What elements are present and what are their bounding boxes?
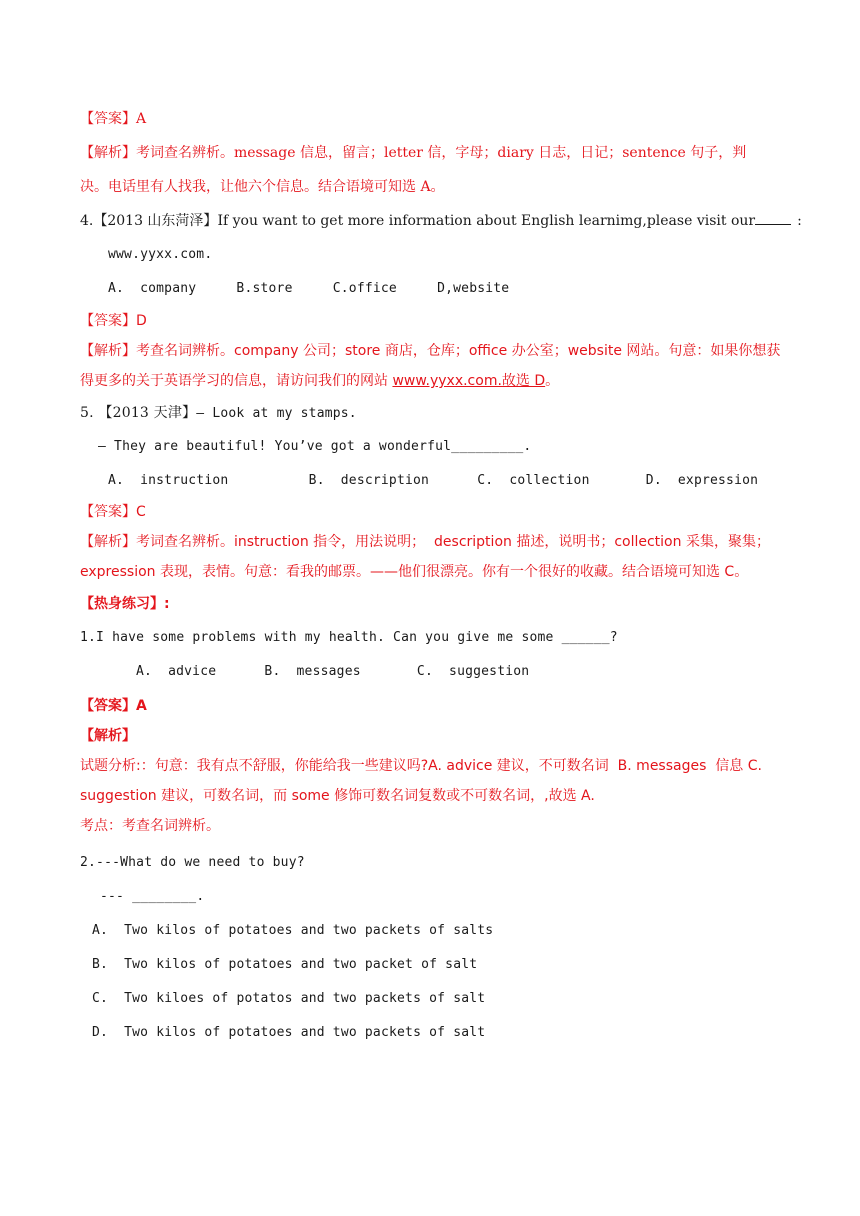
section-heading: 【热身练习】: bbox=[80, 596, 170, 612]
option-a: A. Two kilos of potatoes and two packets of salts bbox=[92, 923, 494, 938]
question-stem bbox=[80, 211, 802, 231]
analysis-text: 【解析】考词查名辨析。message 信息，留言；letter 信，字母；diary 日志，日记；sentence 句子，判 bbox=[80, 145, 747, 161]
analysis-text: 决。电话里有人找我，让他六个信息。结合语境可知选 A。 bbox=[80, 179, 445, 195]
option-b: B. Two kilos of potatoes and two packet of salt bbox=[92, 957, 478, 972]
question-reply: --- ________. bbox=[100, 889, 205, 904]
answer-label: 【答案】A bbox=[80, 111, 147, 127]
option-d: D. Two kilos of potatoes and two packets of salt bbox=[92, 1025, 486, 1040]
question-text: If you want to get more information about English learnimg,please visit our bbox=[217, 213, 756, 229]
website-link[interactable]: www.yyxx.com.故选 D bbox=[392, 373, 546, 389]
analysis-text: suggestion 建议，可数名词，而 some 修饰可数名词复数或不可数名词，,故选 A. bbox=[80, 788, 595, 804]
question-stem: 2.---What do we need to buy? bbox=[80, 855, 305, 870]
question-text: — Look at my stamps. bbox=[196, 406, 357, 421]
analysis-label: 【解析】 bbox=[80, 728, 136, 744]
option-c: C. Two kiloes of potatos and two packets of salt bbox=[92, 991, 486, 1006]
options-row: A. advice B. messages C. suggestion bbox=[136, 664, 530, 679]
analysis-text-part: 得更多的关于英语学习的信息，请访问我们的网站 bbox=[80, 373, 393, 389]
options-row: A. company B.store C.office D,website bbox=[108, 281, 510, 296]
answer-label: 【答案】C bbox=[80, 504, 146, 520]
question-url: www.yyxx.com. bbox=[108, 247, 213, 262]
analysis-text-part: 。 bbox=[545, 373, 560, 389]
analysis-text bbox=[80, 371, 559, 391]
question-stem bbox=[80, 403, 357, 424]
answer-label: 【答案】D bbox=[80, 313, 147, 329]
analysis-text: expression 表现，表情。句意：看我的邮票。——他们很漂亮。你有一个很好的收藏。结合语境可知选 C。 bbox=[80, 564, 749, 580]
analysis-text: 试题分析:：句意：我有点不舒服，你能给我一些建议吗?A. advice 建议，不可数名词 B. messages 信息 C. bbox=[80, 758, 762, 774]
answer-label: 【答案】A bbox=[80, 698, 147, 714]
question-text: — They are beautiful! You’ve got a wonderful_________. bbox=[98, 439, 532, 454]
question-source: 5. 【2013 天津】 bbox=[80, 405, 197, 421]
point-text: 考点：考查名词辨析。 bbox=[80, 818, 220, 834]
options-row: A. instruction B. description C. collection D. expression bbox=[108, 473, 759, 488]
question-stem: 1.I have some problems with my health. Can you give me some ______? bbox=[80, 630, 618, 645]
question-punct: : bbox=[797, 213, 802, 229]
answer-blank bbox=[755, 212, 791, 225]
question-source: 4.【2013 山东菏泽】 bbox=[80, 213, 218, 229]
analysis-text: 【解析】考词查名辨析。instruction 指令，用法说明； description 描述，说明书；collection 采集，聚集； bbox=[80, 534, 770, 550]
analysis-text: 【解析】考查名词辨析。company 公司；store 商店，仓库；office 办公室；website 网站。句意：如果你想获 bbox=[80, 343, 781, 359]
